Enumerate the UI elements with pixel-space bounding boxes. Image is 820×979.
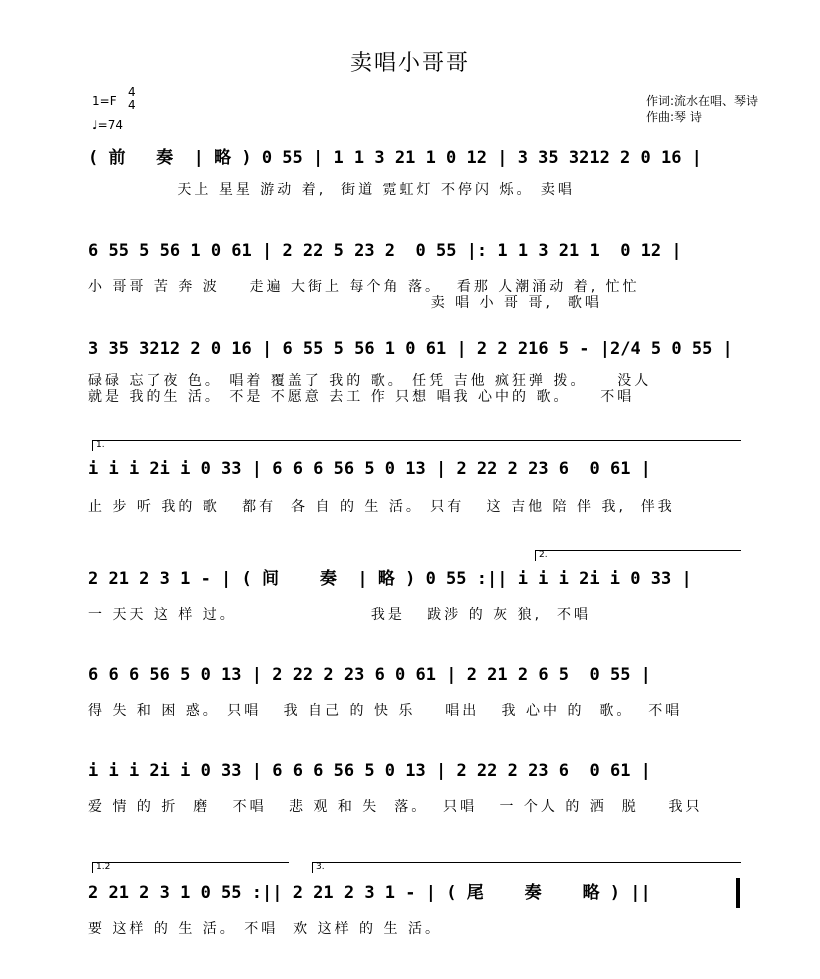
volta-bracket xyxy=(535,550,741,561)
volta-label: 1.2 xyxy=(96,862,111,872)
tempo-marking: ♩=74 xyxy=(92,118,123,132)
lyric-line: 得 失 和 困 惑。 只唱 我 自己 的 快 乐 唱出 我 心中 的 歌。 不唱 xyxy=(88,703,683,719)
volta-bracket xyxy=(92,862,289,873)
lyric-line: 要 这样 的 生 活。 不唱 欢 这样 的 生 活。 xyxy=(88,921,442,937)
composer-credit: 作曲:琴 诗 xyxy=(646,110,702,124)
lyric-line-2: 就是 我的生 活。 不是 不愿意 去工 作 只想 唱我 心中的 歌。 不唱 xyxy=(88,389,635,405)
volta-bracket xyxy=(312,862,741,873)
lyric-line: 小 哥哥 苦 奔 波 走遍 大街上 每个角 落。 看那 人潮涌动 着, 忙忙 xyxy=(88,279,640,295)
notation-line: 3 35 3212 2 0 16 | 6 55 5 56 1 0 61 | 2 2 216 5 - |2/4 5 0 55 | xyxy=(88,339,733,359)
lyric-line: 止 步 听 我的 歌 都有 各 自 的 生 活。 只有 这 吉他 陪 伴 我, 伴我 xyxy=(88,499,675,515)
lyric-line: 一 天天 这 样 过。 我是 跋涉 的 灰 狼, 不唱 xyxy=(88,607,591,623)
notation-line: 2 21 2 3 1 - | ( 间 奏 | 略 ) 0 55 :|| i i i 2i i 0 33 | xyxy=(88,569,692,589)
notation-line: i i i 2i i 0 33 | 6 6 6 56 5 0 13 | 2 22 2 23 6 0 61 | xyxy=(88,459,651,479)
song-title: 卖唱小哥哥 xyxy=(349,51,470,76)
volta-bracket xyxy=(92,440,741,451)
time-signature-top: 4 xyxy=(128,85,136,99)
lyric-line-2: 卖 唱 小 哥 哥, 歌唱 xyxy=(88,295,602,311)
notation-line: 6 6 6 56 5 0 13 | 2 22 2 23 6 0 61 | 2 21 2 6 5 0 55 | xyxy=(88,665,651,685)
notation-line: i i i 2i i 0 33 | 6 6 6 56 5 0 13 | 2 22 2 23 6 0 61 | xyxy=(88,761,651,781)
key-signature: 1=F xyxy=(92,94,117,108)
notation-line: ( 前 奏 | 略 ) 0 55 | 1 1 3 21 1 0 12 | 3 35 3212 2 0 16 | xyxy=(88,148,702,168)
lyric-line: 天上 星星 游动 着, 街道 霓虹灯 不停闪 烁。 卖唱 xyxy=(88,182,575,198)
time-signature xyxy=(128,86,136,112)
lyric-line: 爱 情 的 折 磨 不唱 悲 观 和 失 落。 只唱 一 个人 的 洒 脱 我只 xyxy=(88,799,703,815)
volta-label: 2. xyxy=(539,550,548,560)
notation-line: 6 55 5 56 1 0 61 | 2 22 5 23 2 0 55 |: 1 1 3 21 1 0 12 | xyxy=(88,241,682,261)
final-barline xyxy=(736,878,740,908)
notation-line: 2 21 2 3 1 0 55 :|| 2 21 2 3 1 - | ( 尾 奏 略 ) || xyxy=(88,883,651,903)
volta-label: 1. xyxy=(96,440,105,450)
lyricist-credit: 作词:流水在唱、琴诗 xyxy=(646,94,759,108)
lyric-line: 碌碌 忘了夜 色。 唱着 覆盖了 我的 歌。 任凭 吉他 疯狂弹 拨。 没人 xyxy=(88,373,652,389)
time-signature-bottom: 4 xyxy=(128,98,136,112)
volta-label: 3. xyxy=(316,862,325,872)
